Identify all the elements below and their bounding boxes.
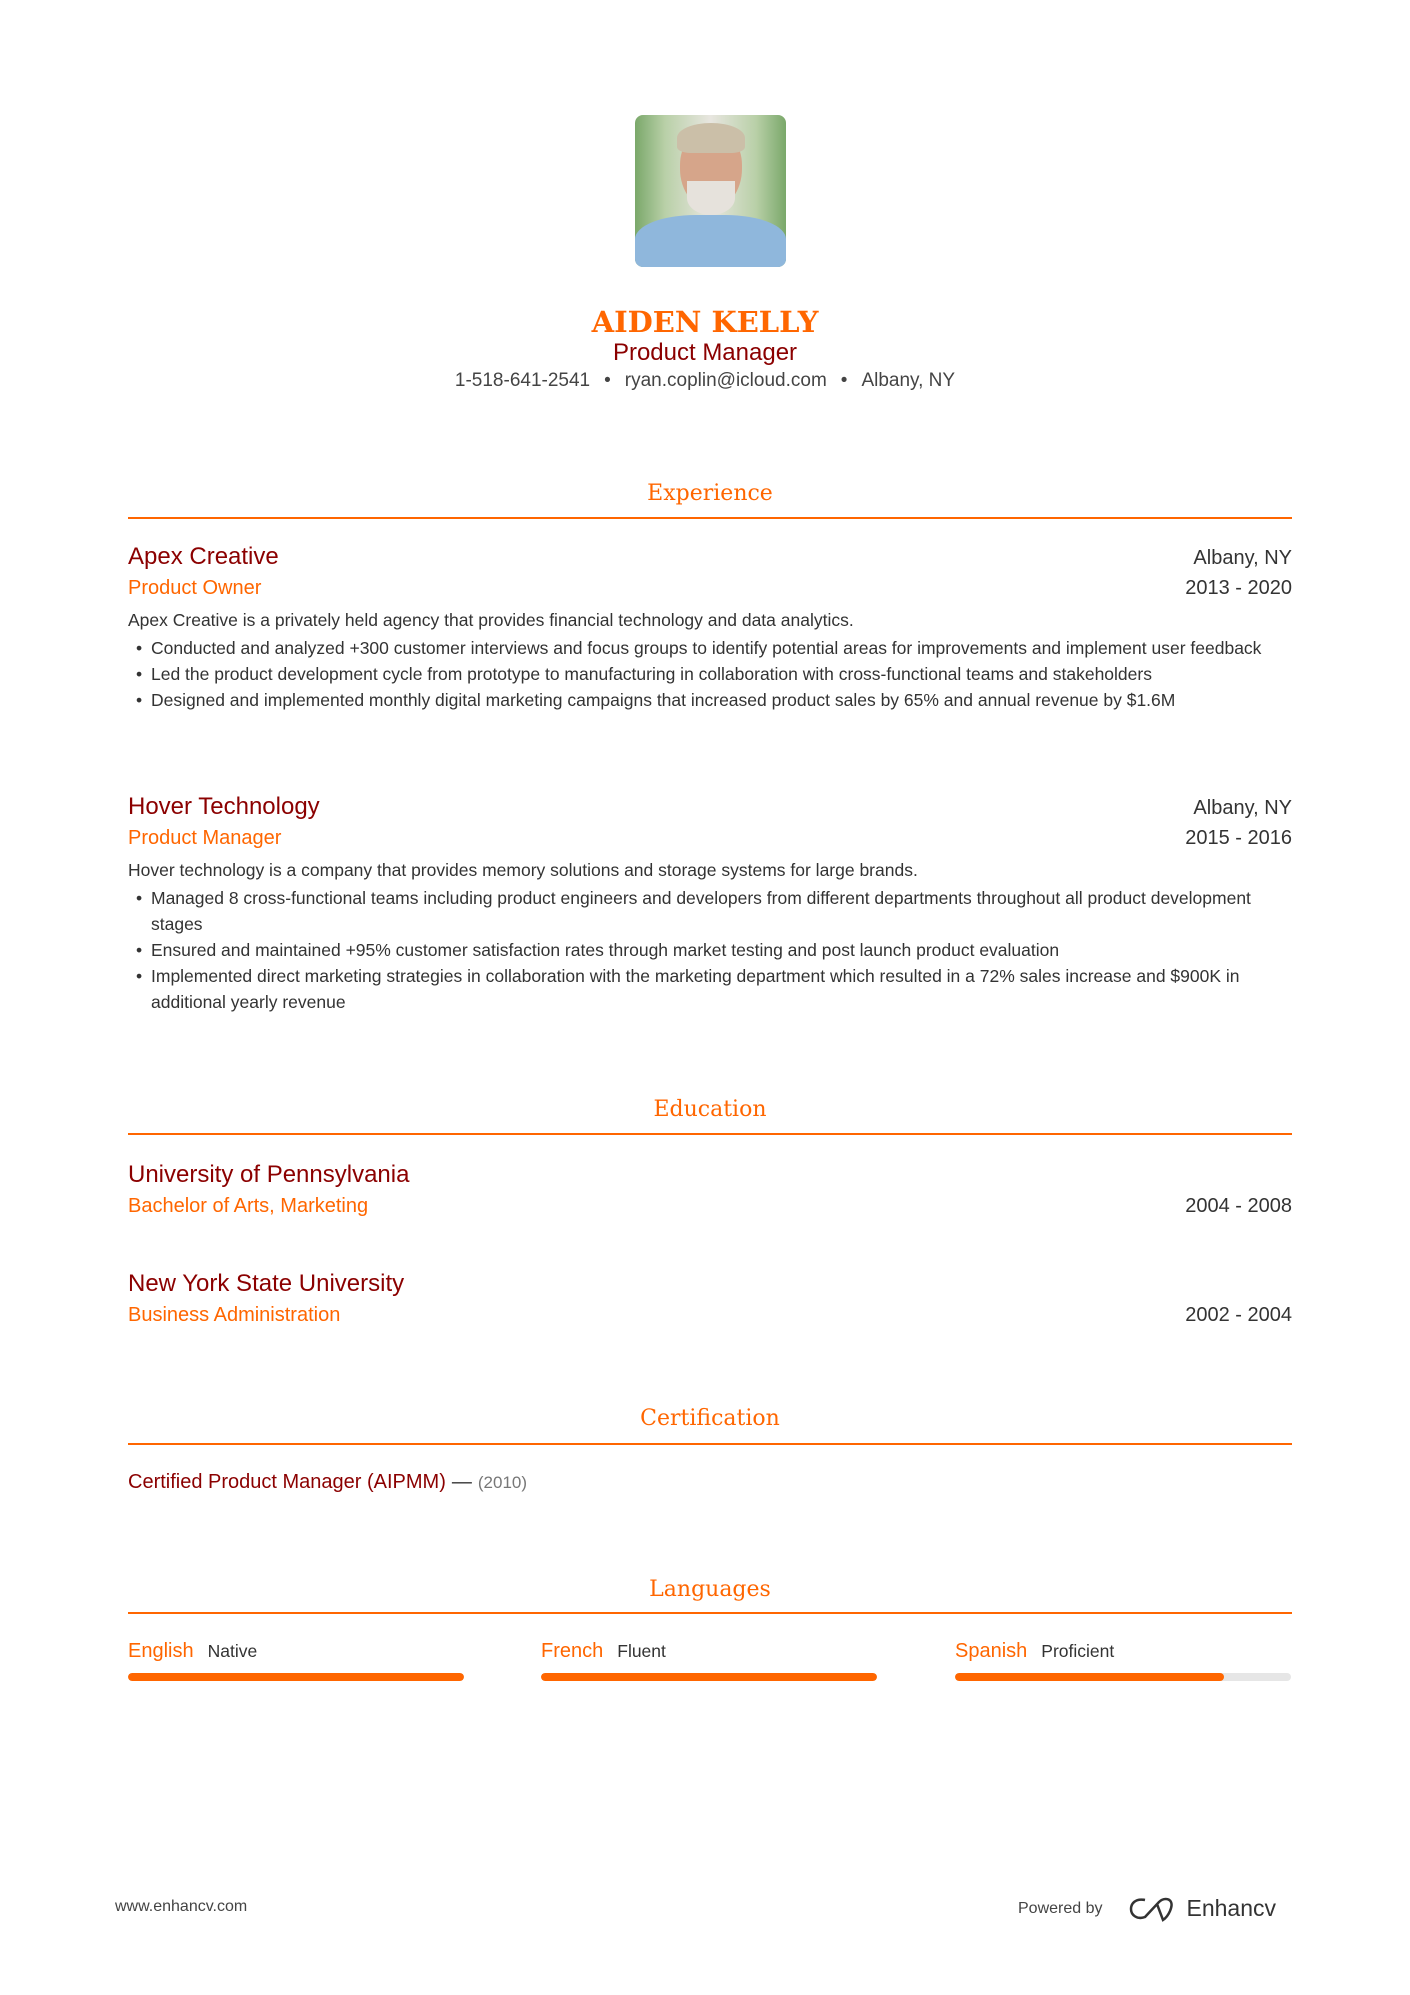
language-name: English	[128, 1640, 194, 1662]
location: Albany, NY	[861, 370, 956, 391]
language-item	[128, 1640, 464, 1681]
section-heading-education: Education	[653, 1097, 767, 1122]
cert-year: (2010)	[477, 1473, 528, 1492]
company: Hover Technology	[128, 793, 320, 820]
contact-info	[0, 370, 1410, 392]
divider	[128, 1443, 1292, 1445]
language-name: Spanish	[955, 1640, 1028, 1662]
degree: Business Administration	[128, 1304, 341, 1326]
proficiency-bar	[955, 1673, 1291, 1681]
powered-by	[1018, 1895, 1276, 1922]
divider	[128, 1612, 1292, 1614]
divider	[128, 517, 1292, 519]
experience-item	[128, 791, 1292, 1015]
cert-name: Certified Product Manager (AIPMM)	[128, 1471, 446, 1493]
school: New York State University	[128, 1270, 405, 1297]
language-level: Fluent	[617, 1641, 666, 1661]
section-heading-languages: Languages	[649, 1577, 771, 1602]
company: Apex Creative	[128, 543, 279, 570]
bullet: • Designed and implemented monthly digital marketing campaigns that increased product sales by 65% and annual revenue by $1.6M	[151, 687, 1292, 713]
language-name: French	[541, 1640, 604, 1662]
language-item	[955, 1640, 1291, 1681]
proficiency-fill	[541, 1673, 877, 1681]
education-item	[128, 1268, 1292, 1330]
language-level: Proficient	[1041, 1641, 1115, 1661]
bullet: • Ensured and maintained +95% customer satisfaction rates through market testing and post launch product evaluation	[151, 937, 1292, 963]
job-location: Albany, NY	[1193, 547, 1292, 569]
candidate-title: Product Manager	[612, 339, 798, 366]
bullet: • Led the product development cycle from prototype to manufacturing in collaboration with cross-functional teams and stakeholders	[151, 661, 1292, 687]
experience-item	[128, 541, 1292, 713]
divider	[128, 1133, 1292, 1135]
job-role: Product Manager	[128, 827, 282, 849]
language-level: Native	[207, 1641, 258, 1661]
enhancv-logo-icon	[1129, 1896, 1177, 1922]
footer-website[interactable]: www.enhancv.com	[115, 1898, 248, 1915]
bullet: • Conducted and analyzed +300 customer interviews and focus groups to identify potential areas for improvements and implement user feedback	[151, 635, 1292, 661]
bullet: • Implemented direct marketing strategies in collaboration with the marketing department which resulted in a 72% sales increase and $900K in additional yearly revenue	[151, 963, 1292, 1015]
bullet: • Managed 8 cross-functional teams including product engineers and developers from different departments throughout all product development stages	[151, 885, 1292, 937]
dash: —	[451, 1471, 472, 1493]
company-description: Apex Creative is a privately held agency that provides financial technology and data analytics.	[128, 610, 854, 630]
education-item	[128, 1159, 1292, 1221]
proficiency-bar	[128, 1673, 464, 1681]
school: University of Pennsylvania	[128, 1161, 410, 1188]
job-dates: 2015 - 2016	[1185, 827, 1292, 849]
certification-item	[128, 1471, 1292, 1494]
job-location: Albany, NY	[1193, 797, 1292, 819]
phone: 1-518-641-2541	[454, 370, 591, 391]
edu-dates: 2004 - 2008	[1185, 1195, 1292, 1217]
candidate-name: AIDEN KELLY	[591, 305, 819, 339]
edu-dates: 2002 - 2004	[1185, 1304, 1292, 1326]
powered-by-label: Powered by	[1018, 1899, 1103, 1917]
proficiency-fill	[128, 1673, 464, 1681]
brand-name: Enhancv	[1186, 1895, 1277, 1921]
section-heading-certification: Certification	[640, 1406, 780, 1431]
profile-photo	[635, 115, 786, 267]
job-role: Product Owner	[128, 577, 262, 599]
section-heading-experience: Experience	[647, 481, 773, 506]
proficiency-fill	[955, 1673, 1224, 1681]
email[interactable]: ryan.coplin@icloud.com	[624, 370, 827, 391]
separator: •	[840, 370, 848, 391]
separator: •	[604, 370, 611, 391]
degree: Bachelor of Arts, Marketing	[128, 1195, 369, 1217]
job-dates: 2013 - 2020	[1185, 577, 1292, 599]
proficiency-bar	[541, 1673, 877, 1681]
company-description: Hover technology is a company that provides memory solutions and storage systems for large brands.	[128, 860, 918, 880]
language-item	[541, 1640, 877, 1681]
